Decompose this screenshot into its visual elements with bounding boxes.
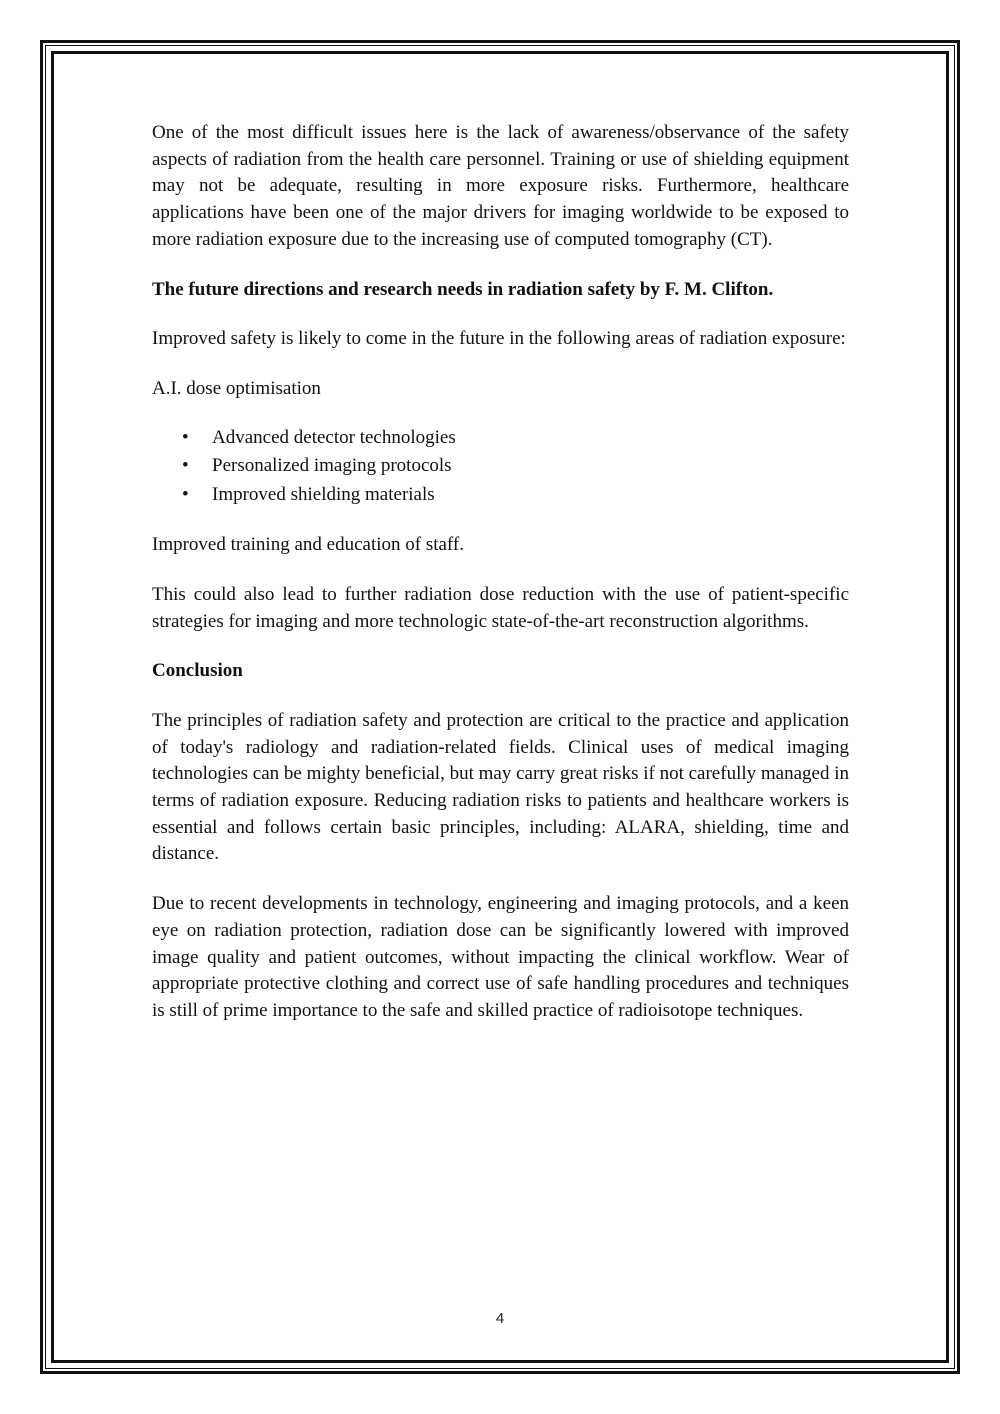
list-item	[152, 424, 849, 453]
line-improved-training: Improved training and education of staff.	[152, 534, 464, 556]
bullet-list-future-areas	[152, 424, 849, 510]
heading-conclusion: Conclusion	[152, 660, 243, 682]
list-item-text: Improved shielding materials	[212, 483, 435, 505]
list-item-text: Personalized imaging protocols	[212, 455, 452, 477]
heading-future-directions: The future directions and research needs in radiation safety by F. M. Clifton.	[152, 278, 774, 300]
bullet-icon: •	[182, 455, 189, 477]
bullet-icon: •	[182, 426, 189, 448]
paragraph-principles: The principles of radiation safety and protection are critical to the practice and application of today's radiology and radiation-related fields. Clinical uses of medical imaging technologies can be mighty beneficial, but may carry great risks if not carefully managed in terms of radiation exposure. Reducing radiation risks to patients and healthcare workers is essential and follows certain basic principles, including: ALARA, shielding, time and distance.	[152, 709, 849, 865]
paragraph-dose-reduction: This could also lead to further radiation dose reduction with the use of patient-specific strategies for imaging and more technologic state-of-the-art reconstruction algorithms.	[152, 583, 849, 632]
paragraph-recent-developments: Due to recent developments in technology, engineering and imaging protocols, and a keen eye on radiation protection, radiation dose can be significantly lowered with improved image quality and patient outcomes, without impacting the clinical workflow. Wear of appropriate protective clothing and correct use of safe handling procedures and techniques is still of prime importance to the safe and skilled practice of radioisotope techniques.	[152, 893, 849, 1021]
line-ai-dose-optimisation: A.I. dose optimisation	[152, 377, 321, 399]
list-item	[152, 452, 849, 481]
document-body	[152, 120, 849, 1048]
paragraph-improved-safety: Improved safety is likely to come in the future in the following areas of radiation exposure:	[152, 328, 846, 350]
list-item-text: Advanced detector technologies	[212, 426, 456, 448]
paragraph-awareness: One of the most difficult issues here is the lack of awareness/observance of the safety aspects of radiation from the health care personnel. Training or use of shielding equipment may not be adequate, resulting in more exposure risks. Furthermore, healthcare applications have been one of the major drivers for imaging worldwide to be exposed to more radiation exposure due to the increasing use of computed tomography (CT).	[152, 122, 849, 250]
bullet-icon: •	[182, 483, 189, 505]
page-number: 4	[495, 1310, 505, 1327]
list-item	[152, 481, 849, 510]
